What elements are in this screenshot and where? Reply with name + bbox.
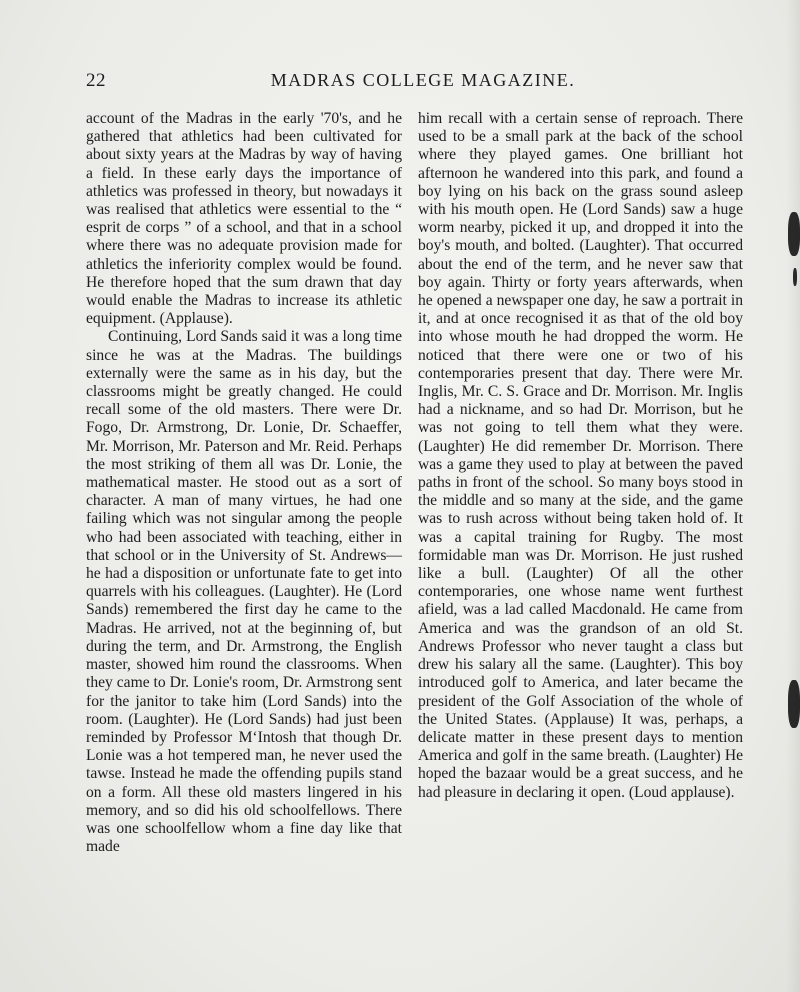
left-paragraph-1: account of the Madras in the early '70's, and he gathered that athletics had been cultivated for about sixty years at the Madras by way of having a field. In these early days the importance of athletics was professed in theory, but nowadays it was realised that athletics were essential to the “ esprit de corps ” of a school, and that in a school where there was no adequate provision made for athletics the inferiority complex would be found. He therefore hoped that the sum drawn that day would enable the Madras to increase its athletic equipment. (Applause).	[86, 110, 402, 328]
left-paragraph-2: Continuing, Lord Sands said it was a long time since he was at the Madras. The buildings externally were the same as in his day, but the classrooms might be greatly changed. He could recall some of the old masters. There were Dr. Fogo, Dr. Armstrong, Dr. Lonie, Dr. Schaeffer, Mr. Morrison, Mr. Paterson and Mr. Reid. Perhaps the most striking of them all was Dr. Lonie, the mathematical master. He stood out as a sort of character. A man of many virtues, he had one failing which was not singular among the people who had been associated with teaching, either in that school or in the University of St. Andrews—he had a disposition or unfortunate fate to get into quarrels with his colleagues. (Laughter). He (Lord Sands) remembered the first day he came to the Madras. He arrived, not at the beginning of, but during the term, and Dr. Armstrong, the English master, showed him round the classrooms. When they came to Dr. Lonie's room, Dr. Armstrong sent for the janitor to take him (Lord Sands) into the room. (Laughter). He (Lord Sands) had just been reminded by Professor M‘Intosh that though Dr. Lonie was a hot tempered man, he never used the tawse. Instead he made the offending pupils stand on a form. All these old masters lingered in his memory, and so did his old schoolfellows. There was one schoolfellow whom a fine day like that made	[86, 328, 402, 856]
right-paragraph-1: him recall with a certain sense of reproach. There used to be a small park at the back of the school where they played games. One brilliant hot afternoon he wandered into this park, and found a boy lying on his back on the grass sound asleep with his mouth open. He (Lord Sands) saw a huge worm nearby, picked it up, and dropped it into the boy's mouth, and bolted. (Laughter). That occurred about the end of the term, and he never saw that boy again. Thirty or forty years afterwards, when he opened a newspaper one day, he saw a portrait in it, and at once recognised it as that of the old boy into whose mouth he had dropped the worm. He noticed that there were one or two of his contemporaries present that day. There were Mr. Inglis, Mr. C. S. Grace and Dr. Morrison. Mr. Inglis had a nickname, and so had Dr. Morrison, but he was not going to tell them what they were. (Laughter) He did remember Dr. Morrison. There was a game they used to play at between the paved paths in front of the school. So many boys stood in the middle and so many at the side, and the game was to rush across without being taken hold of. It was a capital training for Rugby. The most formidable man was Dr. Morrison. He just rushed like a bull. (Laughter) Of all the other contemporaries, one whose name went furthest afield, was a lad called Macdonald. He came from America and was the grandson of an old St. Andrews Professor who never taught a class but drew his salary all the same. (Laughter). This boy introduced golf to America, and later became the president of the Golf Association of the whole of the United States. (Applause) It was, perhaps, a delicate matter in these present days to mention America and golf in the same breath. (Laughter) He hoped the bazaar would be a great success, and he had pleasure in declaring it open. (Loud applause).	[418, 110, 743, 801]
page-edge-shadow	[786, 0, 800, 992]
running-title: MADRAS COLLEGE MAGAZINE.	[270, 70, 576, 90]
page-number: 22	[86, 70, 106, 91]
left-column	[86, 110, 402, 856]
page-header	[86, 66, 746, 96]
right-column	[418, 110, 743, 802]
